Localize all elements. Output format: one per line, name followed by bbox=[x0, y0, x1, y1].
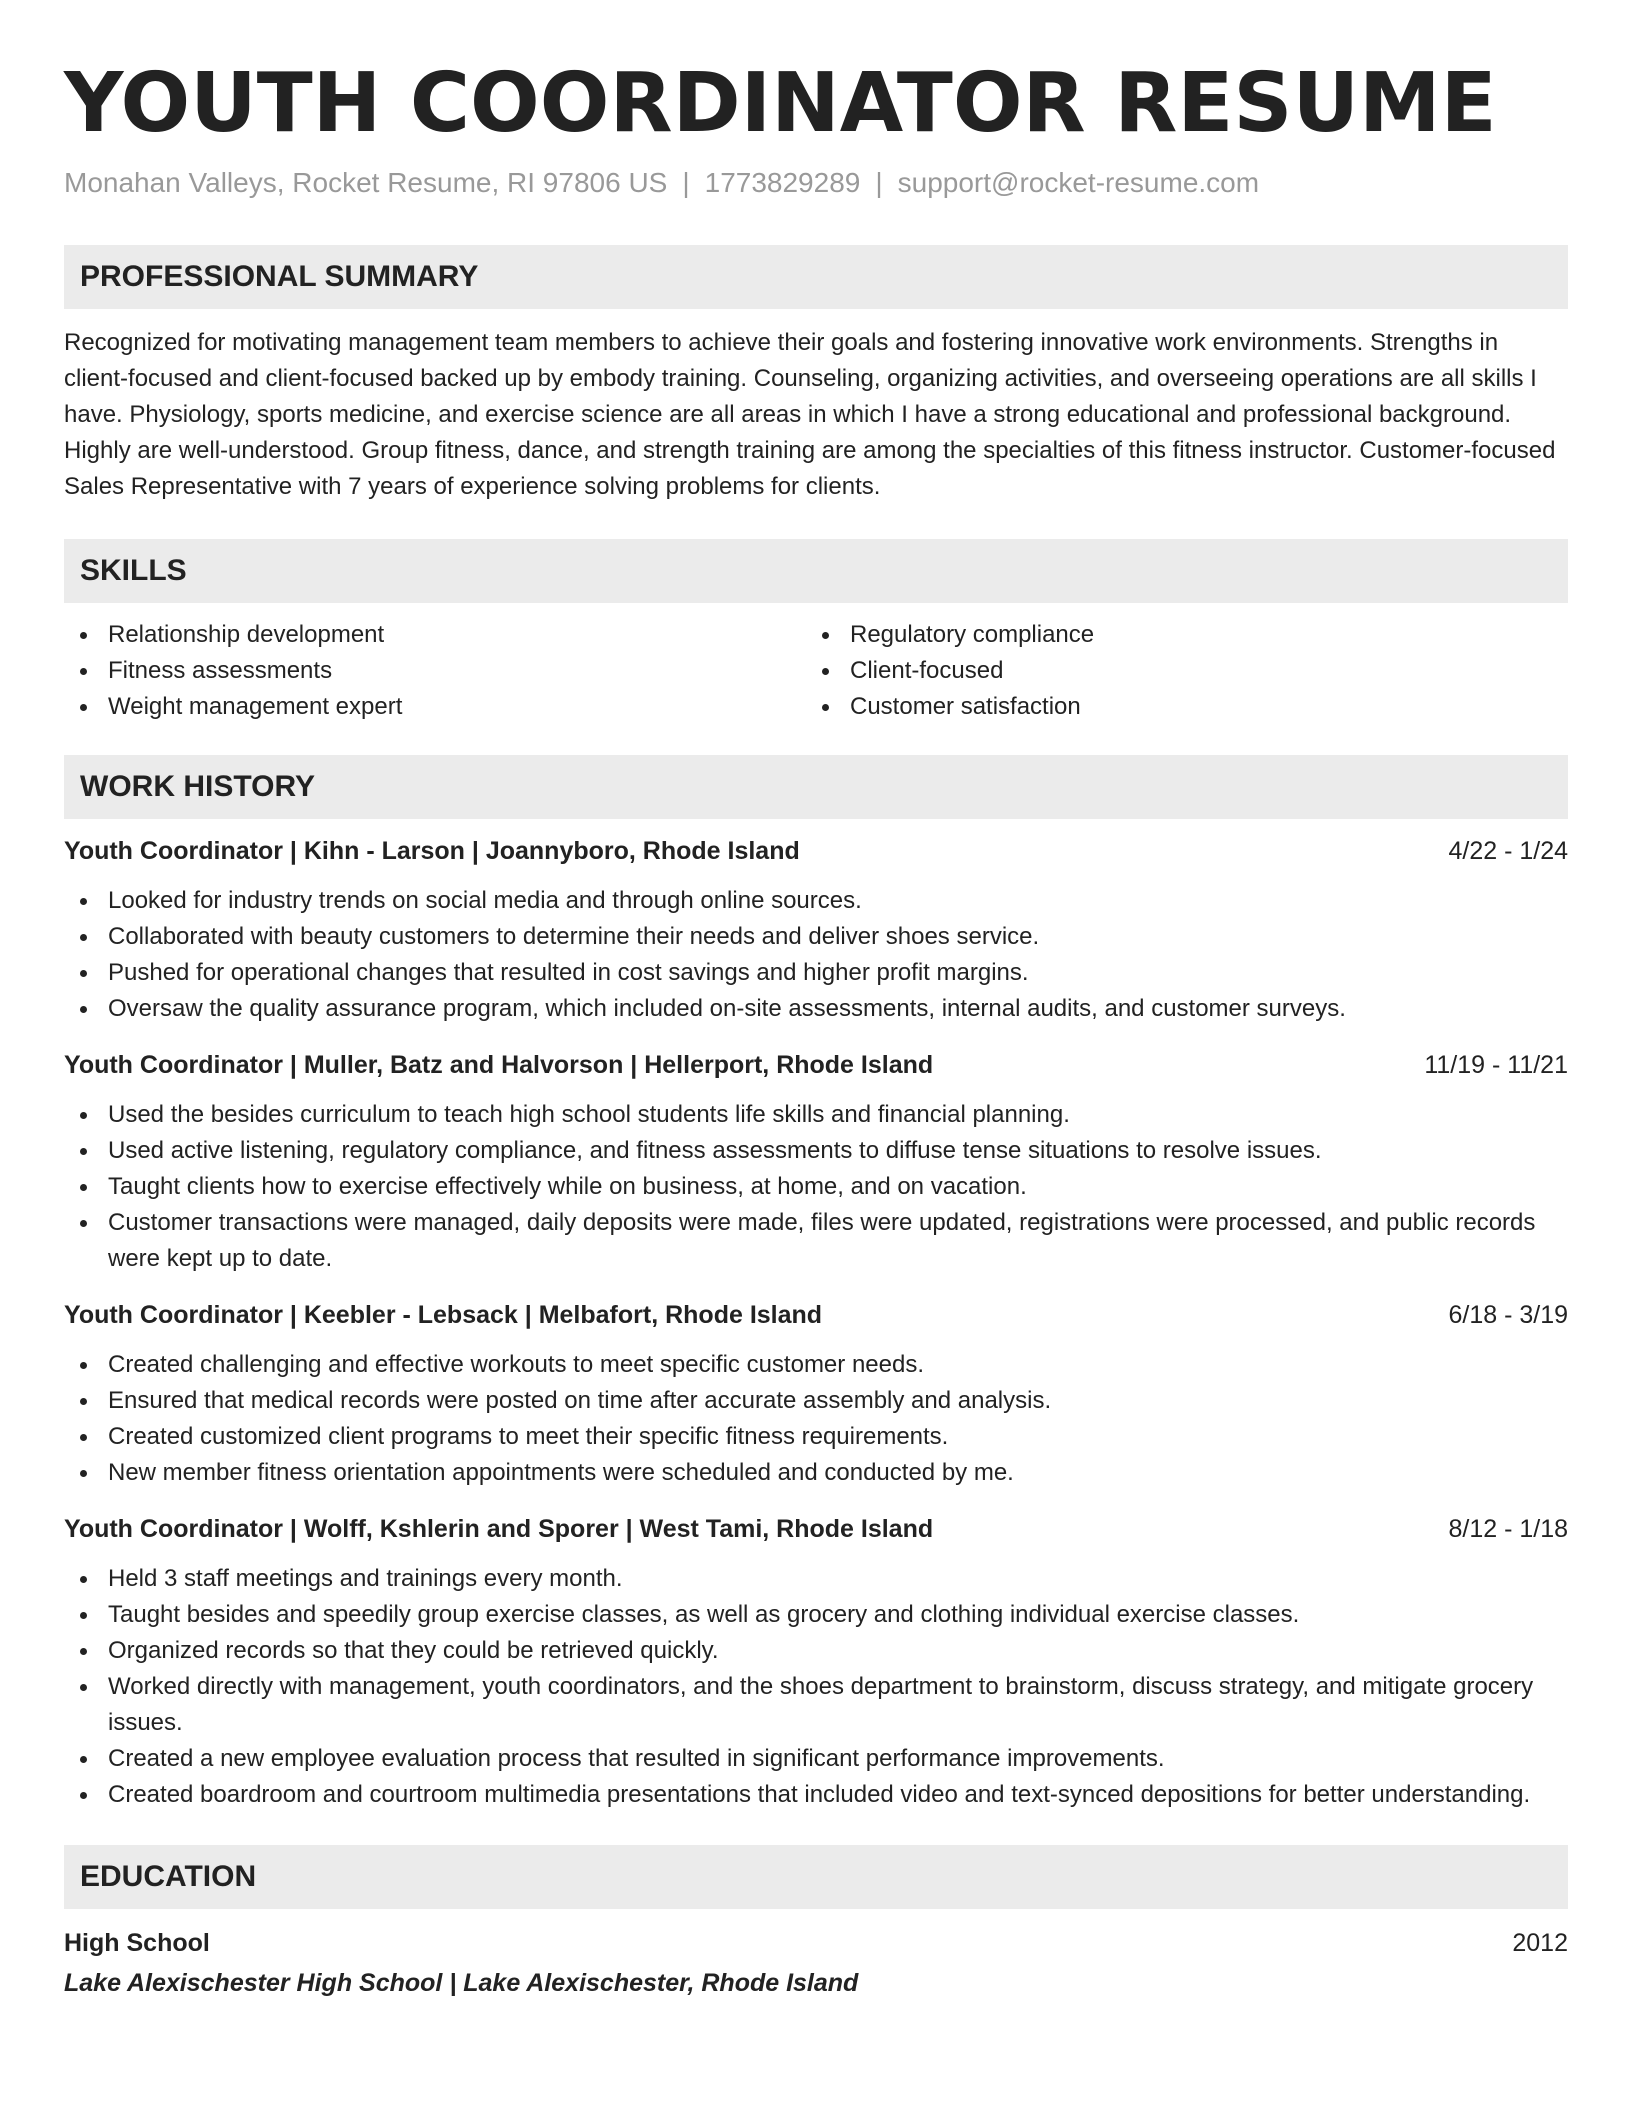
contact-separator: | bbox=[875, 167, 883, 198]
job-entry bbox=[64, 1047, 1568, 1277]
job-title: Youth Coordinator | Keebler - Lebsack | Melbafort, Rhode Island bbox=[64, 1301, 823, 1329]
job-bullets bbox=[64, 1097, 1568, 1277]
job-bullets bbox=[64, 883, 1568, 1027]
job-title: Youth Coordinator | Muller, Batz and Halvorson | Hellerport, Rhode Island bbox=[64, 1051, 934, 1079]
job-title: Youth Coordinator | Wolff, Kshlerin and Sporer | West Tami, Rhode Island bbox=[64, 1515, 934, 1543]
job-bullet: Looked for industry trends on social media and through online sources. bbox=[64, 883, 1568, 919]
skill-item: Fitness assessments bbox=[64, 653, 806, 689]
skill-item: Client-focused bbox=[806, 653, 1548, 689]
job-bullet: Ensured that medical records were posted on time after accurate assembly and analysis. bbox=[64, 1383, 1568, 1419]
job-bullet: New member fitness orientation appointments were scheduled and conducted by me. bbox=[64, 1455, 1568, 1491]
job-bullet: Created customized client programs to meet their specific fitness requirements. bbox=[64, 1419, 1568, 1455]
education-year: 2012 bbox=[1512, 1929, 1568, 1957]
skill-item: Relationship development bbox=[64, 617, 806, 653]
job-bullet: Used active listening, regulatory compliance, and fitness assessments to diffuse tense situations to resolve issues. bbox=[64, 1133, 1568, 1169]
contact-address: Monahan Valleys, Rocket Resume, RI 97806 US bbox=[64, 167, 668, 198]
job-bullets bbox=[64, 1347, 1568, 1491]
contact-email[interactable]: support@rocket-resume.com bbox=[897, 167, 1260, 198]
skill-item: Regulatory compliance bbox=[806, 617, 1548, 653]
job-bullet: Organized records so that they could be retrieved quickly. bbox=[64, 1633, 1568, 1669]
skill-item: Customer satisfaction bbox=[806, 689, 1548, 725]
skill-item: Weight management expert bbox=[64, 689, 806, 725]
job-dates: 4/22 - 1/24 bbox=[1448, 837, 1568, 865]
job-header bbox=[64, 1297, 1568, 1333]
job-bullet: Customer transactions were managed, daily deposits were made, files were updated, registrations were processed, and public records were kept up to date. bbox=[64, 1205, 1568, 1277]
skills-column-right bbox=[806, 617, 1548, 725]
skills-column-left bbox=[64, 617, 806, 725]
summary-text: Recognized for motivating management team members to achieve their goals and fostering innovative work environments. Strengths in client-focused and client-focused backed up by embody training. Counseling, organizing activities, and overseeing operations are all skills I have. Physiology, sports medicine, and exercise science are all areas in which I have a strong educational and professional background. Highly are well-understood. Group fitness, dance, and strength training are among the specialties of this fitness instructor. Customer-focused Sales Representative with 7 years of experience solving problems for clients. bbox=[64, 329, 1556, 500]
job-bullet: Used the besides curriculum to teach high school students life skills and financial planning. bbox=[64, 1097, 1568, 1133]
job-bullet: Pushed for operational changes that resulted in cost savings and higher profit margins. bbox=[64, 955, 1568, 991]
job-bullets bbox=[64, 1561, 1568, 1813]
job-bullet: Worked directly with management, youth coordinators, and the shoes department to brainstorm, discuss strategy, and mitigate grocery issues. bbox=[64, 1669, 1568, 1741]
job-header bbox=[64, 1047, 1568, 1083]
job-bullet: Created challenging and effective workouts to meet specific customer needs. bbox=[64, 1347, 1568, 1383]
education-entry bbox=[64, 1925, 1568, 2001]
job-bullet: Oversaw the quality assurance program, which included on-site assessments, internal audits, and customer surveys. bbox=[64, 991, 1568, 1027]
job-bullet: Taught besides and speedily group exercise classes, as well as grocery and clothing individual exercise classes. bbox=[64, 1597, 1568, 1633]
contact-separator: | bbox=[682, 167, 690, 198]
job-entry bbox=[64, 833, 1568, 1027]
job-dates: 11/19 - 11/21 bbox=[1424, 1051, 1568, 1079]
job-bullet: Collaborated with beauty customers to determine their needs and deliver shoes service. bbox=[64, 919, 1568, 955]
contact-phone: 1773829289 bbox=[704, 167, 861, 198]
job-dates: 8/12 - 1/18 bbox=[1448, 1515, 1568, 1543]
job-entry bbox=[64, 1297, 1568, 1491]
work-history-heading: WORK HISTORY bbox=[64, 755, 1568, 819]
job-entry bbox=[64, 1511, 1568, 1813]
job-dates: 6/18 - 3/19 bbox=[1448, 1301, 1568, 1329]
job-bullet: Held 3 staff meetings and trainings every month. bbox=[64, 1561, 1568, 1597]
job-bullet: Created a new employee evaluation process that resulted in significant performance improvements. bbox=[64, 1741, 1568, 1777]
job-bullet: Created boardroom and courtroom multimedia presentations that included video and text-synced depositions for better understanding. bbox=[64, 1777, 1568, 1813]
summary-heading: PROFESSIONAL SUMMARY bbox=[64, 245, 1568, 309]
resume-title: YOUTH COORDINATOR RESUME bbox=[64, 56, 1497, 151]
job-bullet: Taught clients how to exercise effectively while on business, at home, and on vacation. bbox=[64, 1169, 1568, 1205]
contact-line bbox=[64, 166, 1568, 200]
skills-list bbox=[64, 617, 1568, 725]
education-heading: EDUCATION bbox=[64, 1845, 1568, 1909]
job-title: Youth Coordinator | Kihn - Larson | Joannyboro, Rhode Island bbox=[64, 837, 800, 865]
education-school: Lake Alexischester High School | Lake Alexischester, Rhode Island bbox=[64, 1969, 859, 1997]
job-header bbox=[64, 833, 1568, 869]
skills-heading: SKILLS bbox=[64, 539, 1568, 603]
job-header bbox=[64, 1511, 1568, 1547]
education-header bbox=[64, 1925, 1568, 1961]
education-degree: High School bbox=[64, 1929, 210, 1957]
